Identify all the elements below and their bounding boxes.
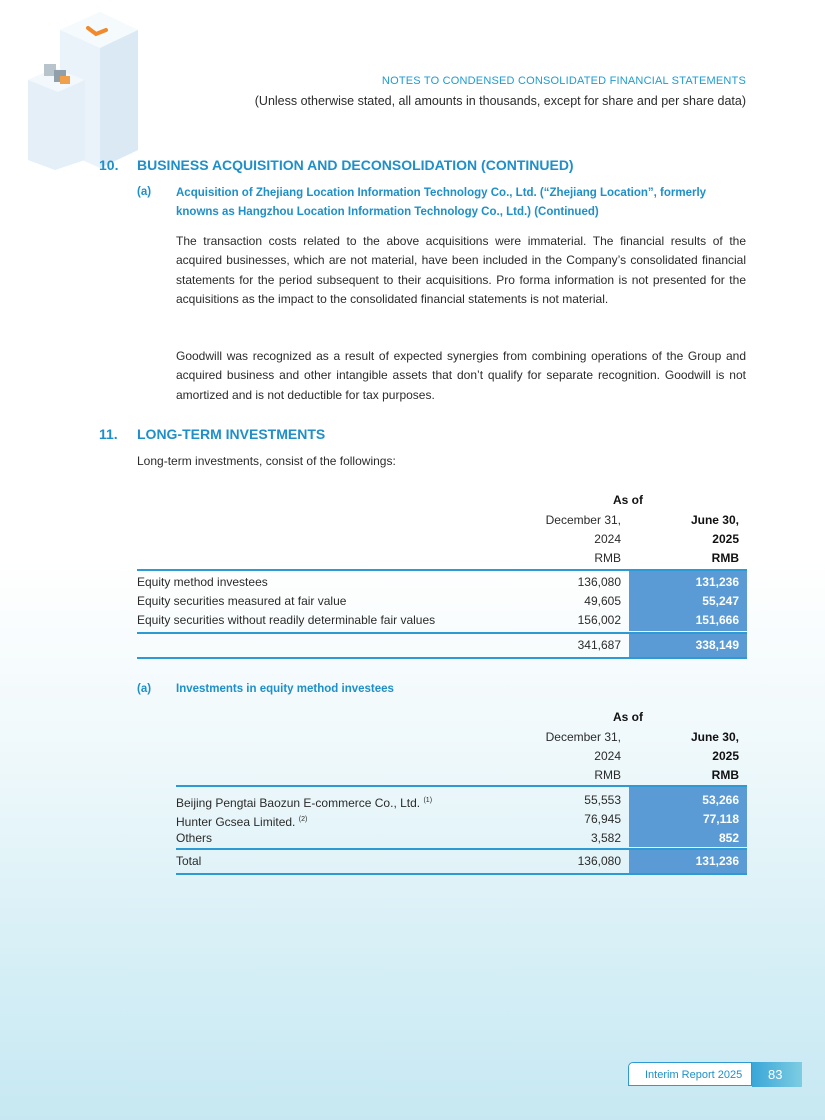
col1-header-line3: RMB	[594, 551, 621, 565]
col1-header-line1: December 31,	[545, 730, 621, 744]
header-title: NOTES TO CONDENSED CONSOLIDATED FINANCIAL STATEMENTS	[381, 75, 746, 87]
section-11a-title: Investments in equity method investees	[176, 683, 394, 695]
col2-header-line1: June 30,	[690, 513, 739, 527]
col2-header-line1: June 30,	[690, 730, 739, 744]
paragraph-goodwill: Goodwill was recognized as a result of expected synergies from combining operations of the Group and acquired business and other intangible assets that don’t qualify for separate recognition. Goodwill is not amortized and is not deductible for tax purposes.	[176, 349, 746, 402]
table-row: Others 3,582 852	[176, 831, 739, 845]
col2-header-line2: 2025	[712, 532, 739, 546]
footnote-2: (2)	[298, 816, 308, 823]
footnote-1: (1)	[423, 797, 433, 804]
decorative-cubes-illustration	[0, 0, 160, 170]
col2-header-line3: RMB	[711, 551, 739, 565]
table-as-of-label: As of	[613, 710, 643, 724]
table-total-row: 341,687 338,149	[577, 638, 739, 652]
table-row: Hunter Gcsea Limited. $^{(2)}$ 76,945 77,118	[176, 812, 739, 829]
col2-header-line2: 2025	[712, 749, 739, 763]
table-row: Equity securities without readily determinable fair values 156,002 151,666	[137, 613, 739, 627]
table-total-row: Total 136,080 131,236	[176, 854, 739, 868]
col1-header-line2: 2024	[594, 749, 621, 763]
section-11-intro: Long-term investments, consist of the followings:	[137, 454, 396, 468]
table-row: Beijing Pengtai Baozun E-commerce Co., Ltd. $^{(1)}$ 55,553 53,266	[176, 793, 739, 810]
long-term-investments-table	[137, 490, 747, 660]
col1-header-line1: December 31,	[545, 513, 621, 527]
table-row: Equity securities measured at fair value 49,605 55,247	[137, 594, 739, 608]
table-row: Equity method investees 136,080 131,236	[137, 575, 739, 589]
footer-report-title: Interim Report 2025	[628, 1062, 752, 1086]
page-number: 83	[752, 1062, 802, 1087]
section-11-title: LONG-TERM INVESTMENTS	[137, 426, 326, 442]
col1-header-line3: RMB	[594, 768, 621, 782]
col1-header-line2: 2024	[594, 532, 621, 546]
section-10a-title-line2: knowns as Hangzhou Location Information Technology Co., Ltd.) (Continued)	[176, 206, 599, 218]
equity-method-investees-table	[176, 707, 747, 877]
header-subtitle: (Unless otherwise stated, all amounts in thousands, except for share and per share data)	[254, 94, 746, 108]
paragraph-transaction-costs: The transaction costs related to the above acquisitions were immaterial. The financial results of the acquired businesses, which are not material, have been included in the Company’s consolidated financial statements for the period subsequent to their acquisitions. Pro forma information is not presented for the acquisitions as the impact to the consolidated financial statements is not material.	[176, 234, 746, 307]
section-10-title: BUSINESS ACQUISITION AND DECONSOLIDATION (CONTINUED)	[137, 157, 574, 173]
section-10a-title-line1: Acquisition of Zhejiang Location Information Technology Co., Ltd. (“Zhejiang Location”, formerly	[176, 187, 707, 199]
col2-header-line3: RMB	[711, 768, 739, 782]
section-11-number: 11.	[99, 426, 118, 442]
table-as-of-label: As of	[613, 493, 643, 507]
section-11a-label: (a)	[137, 683, 152, 695]
section-10-number: 10.	[99, 157, 119, 173]
section-10a-label: (a)	[137, 186, 152, 198]
